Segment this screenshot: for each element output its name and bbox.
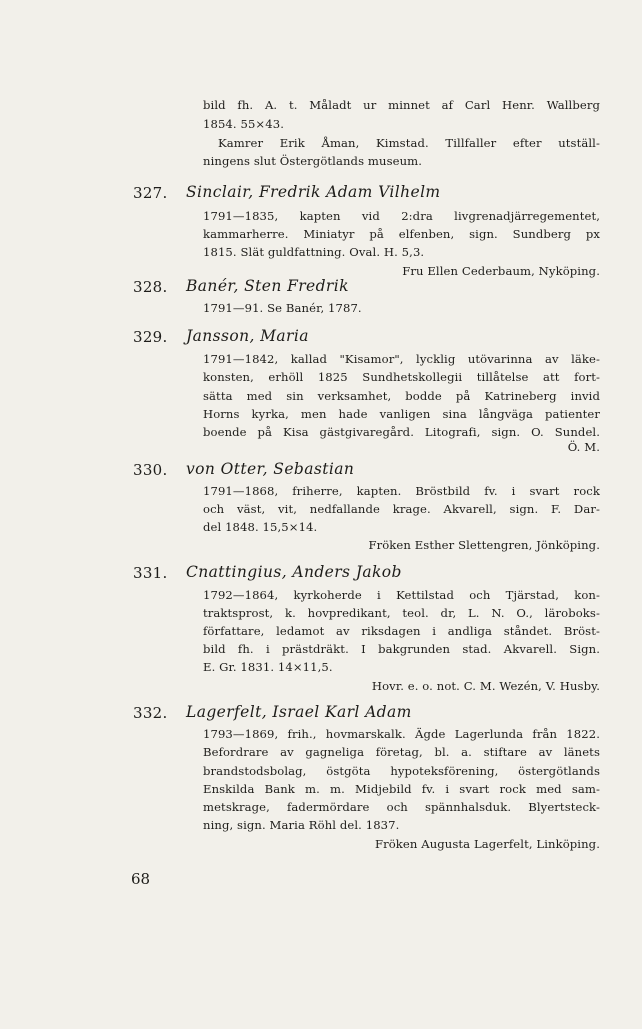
entry-line: traktsprost, k. hovpredikant, teol. dr, L. N. O., läroboks- bbox=[203, 606, 600, 620]
entry-line: 1815. Slät guldfattning. Oval. H. 5,3. bbox=[203, 245, 425, 259]
entry-name: Sinclair, Fredrik Adam Vilhelm bbox=[186, 183, 441, 201]
entry-line: ning, sign. Maria Röhl del. 1837. bbox=[203, 818, 400, 832]
intro-line: ningens slut Östergötlands museum. bbox=[203, 154, 423, 168]
entry-line: konsten, erhöll 1825 Sundhetskollegii tillåtelse att fort- bbox=[203, 370, 600, 384]
entry-name: Lagerfelt, Israel Karl Adam bbox=[186, 703, 412, 721]
entry-owner: Fru Ellen Cederbaum, Nyköping. bbox=[402, 264, 600, 278]
entry-owner: Fröken Esther Slettengren, Jönköping. bbox=[368, 538, 600, 552]
entry-number: 331. bbox=[133, 564, 168, 582]
entry-line: bild fh. i prästdräkt. I bakgrunden stad. Akvarell. Sign. bbox=[203, 642, 600, 656]
entry-owner: Hovr. e. o. not. C. M. Wezén, V. Husby. bbox=[371, 679, 600, 693]
entry-line: Enskilda Bank m. m. Midjebild fv. i svart rock med sam- bbox=[203, 782, 600, 796]
entry-name: von Otter, Sebastian bbox=[186, 460, 355, 478]
entry-line: författare, ledamot av riksdagen i andliga ståndet. Bröst- bbox=[203, 624, 600, 638]
entry-number: 329. bbox=[133, 328, 168, 346]
entry-line: 1791—1868, friherre, kapten. Bröstbild fv. i svart rock bbox=[203, 484, 600, 498]
intro-line: Kamrer Erik Åman, Kimstad. Tillfaller efter utställ- bbox=[218, 136, 600, 150]
intro-line: bild fh. A. t. Måladt ur minnet af Carl Henr. Wallberg bbox=[203, 98, 600, 112]
entry-number: 328. bbox=[133, 278, 168, 296]
entry-line: sätta med sin verksamhet, bodde på Katrineberg invid bbox=[203, 389, 600, 403]
entry-line: Horns kyrka, men hade vanligen sina långväga patienter bbox=[203, 407, 600, 421]
entry-line: brandstodsbolag, östgöta hypoteksförening, östergötlands bbox=[203, 764, 600, 778]
entry-owner: Fröken Augusta Lagerfelt, Linköping. bbox=[374, 837, 600, 851]
entry-line: 1792—1864, kyrkoherde i Kettilstad och Tjärstad, kon- bbox=[203, 588, 600, 602]
entry-line: 1791—1835, kapten vid 2:dra livgrenadjärregementet, bbox=[203, 209, 600, 223]
entry-line: Befordrare av gagneliga företag, bl. a. stiftare av länets bbox=[203, 745, 600, 759]
entry-name: Cnattingius, Anders Jakob bbox=[186, 563, 402, 581]
page-number: 68 bbox=[131, 870, 151, 888]
entry-line: 1791—1842, kallad "Kisamor", lycklig utövarinna av läke- bbox=[203, 352, 600, 366]
entry-line: boende på Kisa gästgivaregård. Litografi, sign. O. Sundel. bbox=[203, 425, 600, 439]
entry-number: 332. bbox=[133, 704, 168, 722]
entry-line: 1791—91. Se Banér, 1787. bbox=[203, 301, 362, 315]
entry-line: metskrage, fadermördare och spännhalsduk. Blyertsteck- bbox=[203, 800, 600, 814]
entry-line: och väst, vit, nedfallande krage. Akvarell, sign. F. Dar- bbox=[203, 502, 600, 516]
intro-line: 1854. 55×43. bbox=[203, 117, 284, 131]
entry-line: E. Gr. 1831. 14×11,5. bbox=[203, 660, 333, 674]
entry-name: Jansson, Maria bbox=[186, 327, 309, 345]
entry-line: kammarherre. Miniatyr på elfenben, sign. Sundberg px bbox=[203, 227, 600, 241]
entry-line: 1793—1869, frih., hovmarskalk. Ägde Lagerlunda från 1822. bbox=[203, 727, 600, 741]
entry-number: 330. bbox=[133, 461, 168, 479]
entry-name: Banér, Sten Fredrik bbox=[186, 277, 349, 295]
entry-owner: Ö. M. bbox=[567, 440, 600, 454]
entry-line: del 1848. 15,5×14. bbox=[203, 520, 318, 534]
entry-number: 327. bbox=[133, 184, 168, 202]
